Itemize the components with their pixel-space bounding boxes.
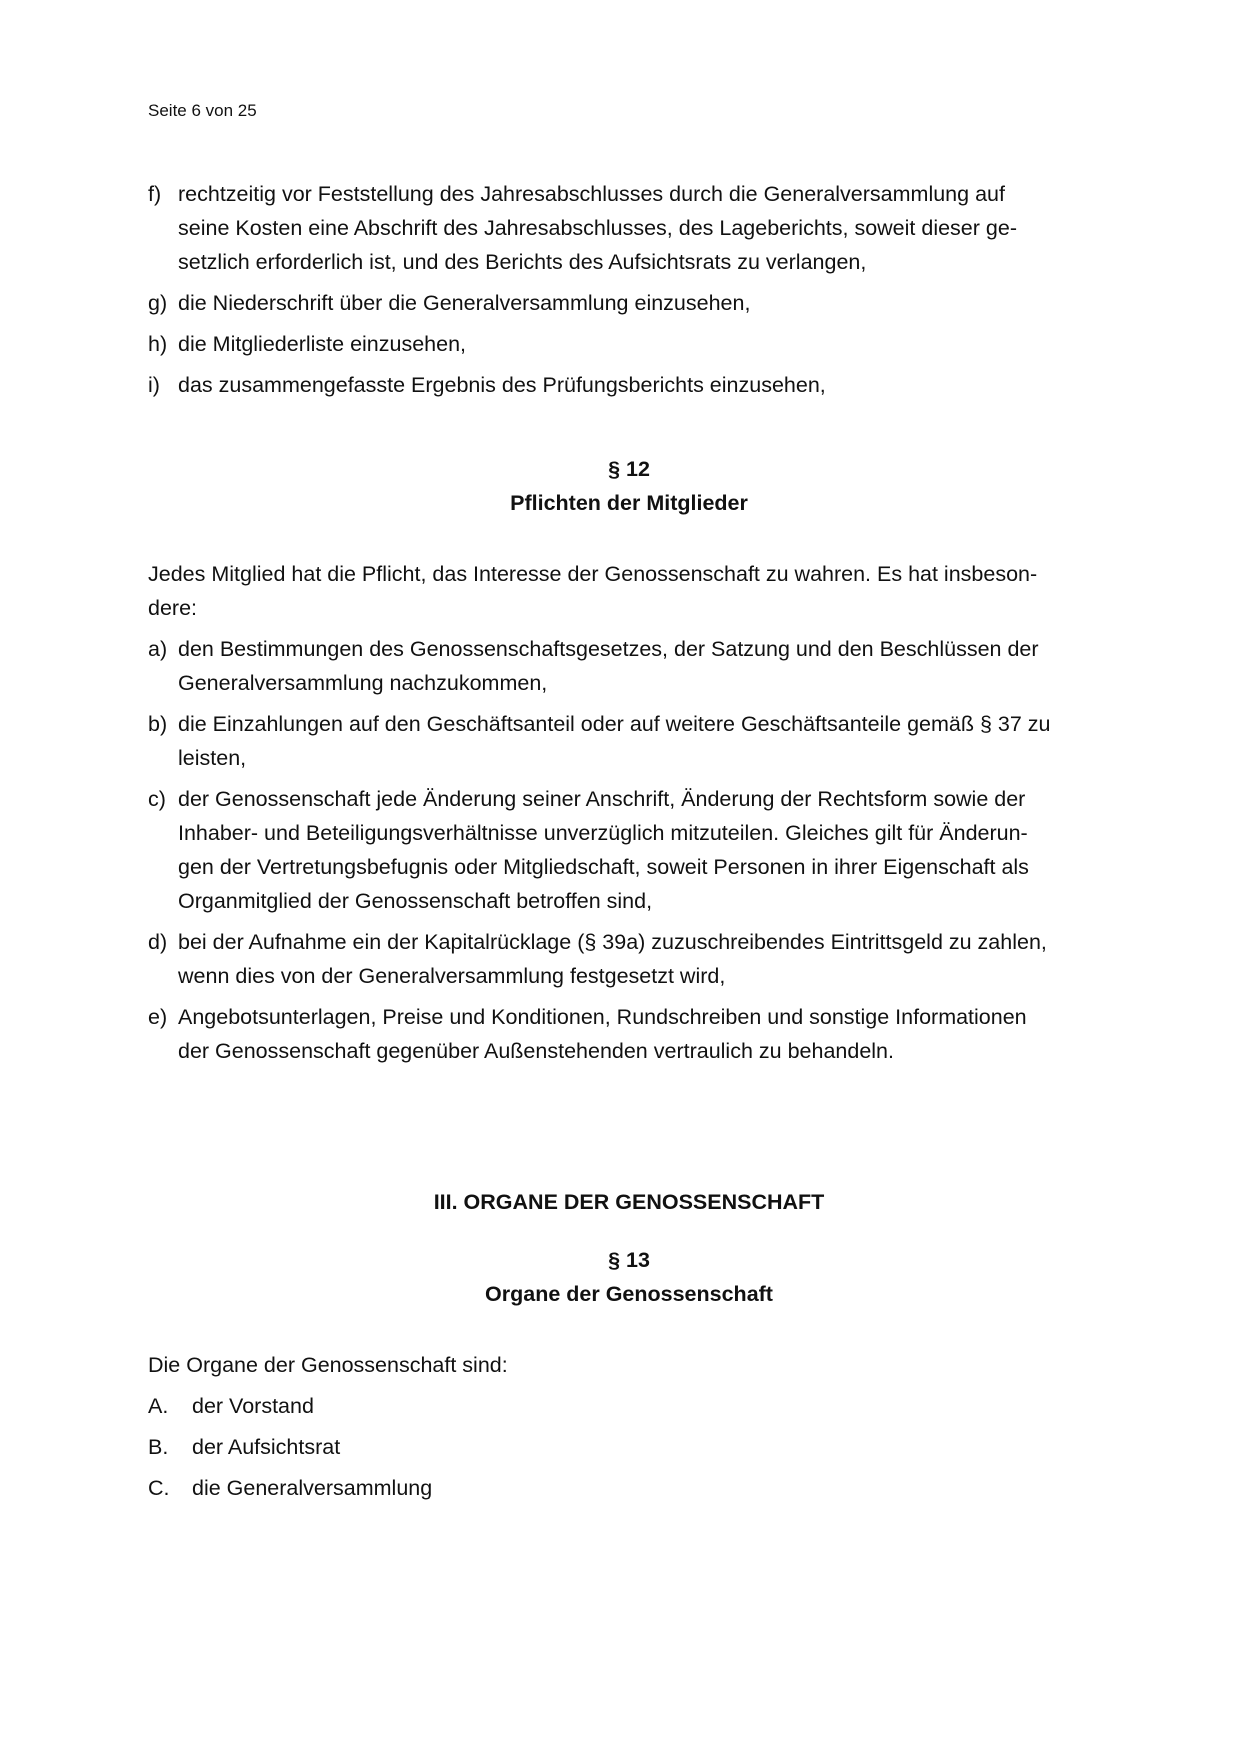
item-label: c) xyxy=(148,787,166,811)
part-3-title: III. ORGANE DER GENOSSENSCHAFT xyxy=(433,1190,825,1214)
item-label: f) xyxy=(148,182,162,206)
item-line: bei der Aufnahme ein der Kapitalrücklage (§ 39a) zuzuschreibendes Eintrittsgeld zu zahlen, xyxy=(178,930,1047,954)
item-line: der Genossenschaft gegenüber Außenstehenden vertraulich zu behandeln. xyxy=(178,1039,894,1063)
section-12-body xyxy=(148,557,1110,1068)
item-label: e) xyxy=(148,1005,168,1029)
list-item-c xyxy=(148,782,1110,918)
list-item-a xyxy=(148,632,1110,700)
item-label: b) xyxy=(148,712,168,736)
list-item-h xyxy=(148,327,1110,361)
item-label: a) xyxy=(148,637,168,661)
item-label: d) xyxy=(148,930,168,954)
item-label: h) xyxy=(148,332,168,356)
item-line: der Genossenschaft jede Änderung seiner Anschrift, Änderung der Rechtsform sowie der xyxy=(178,787,1026,811)
list-item-e xyxy=(148,1000,1110,1068)
item-label: A. xyxy=(148,1394,169,1418)
list-item-g xyxy=(148,286,1110,320)
section-13-intro: Die Organe der Genossenschaft sind: xyxy=(148,1353,508,1377)
section-12-title: Pflichten der Mitglieder xyxy=(510,491,748,515)
list-item-i xyxy=(148,368,1110,402)
item-label: g) xyxy=(148,291,168,315)
item-label: B. xyxy=(148,1435,169,1459)
item-line: Inhaber- und Beteiligungsverhältnisse unverzüglich mitzuteilen. Gleiches gilt für Änderun- xyxy=(178,821,1028,845)
list-item-d xyxy=(148,925,1110,993)
organ-item-a xyxy=(148,1389,1110,1423)
organ-item-b xyxy=(148,1430,1110,1464)
item-line: die Einzahlungen auf den Geschäftsanteil oder auf weitere Geschäftsanteile gemäß § 37 zu xyxy=(178,712,1051,736)
item-text: der Aufsichtsrat xyxy=(192,1435,341,1459)
item-line: leisten, xyxy=(178,746,247,770)
section-12-number: § 12 xyxy=(608,457,650,481)
item-label: i) xyxy=(148,373,160,397)
item-line: setzlich erforderlich ist, und des Berichts des Aufsichtsrats zu verlangen, xyxy=(178,250,867,274)
section-13-number: § 13 xyxy=(608,1248,650,1272)
item-line: die Mitgliederliste einzusehen, xyxy=(178,332,467,356)
item-line: rechtzeitig vor Feststellung des Jahresabschlusses durch die Generalversammlung auf xyxy=(178,182,1005,206)
item-line: Organmitglied der Genossenschaft betroffen sind, xyxy=(178,889,653,913)
item-text: die Generalversammlung xyxy=(192,1476,433,1500)
organ-item-c xyxy=(148,1471,1110,1505)
page-number-header: Seite 6 von 25 xyxy=(148,101,257,120)
list-item-b xyxy=(148,707,1110,775)
item-line: das zusammengefasste Ergebnis des Prüfungsberichts einzusehen, xyxy=(178,373,826,397)
item-line: gen der Vertretungsbefugnis oder Mitgliedschaft, soweit Personen in ihrer Eigenschaft als xyxy=(178,855,1029,879)
section-13-title: Organe der Genossenschaft xyxy=(485,1282,773,1306)
item-text: der Vorstand xyxy=(192,1394,314,1418)
item-line: die Niederschrift über die Generalversammlung einzusehen, xyxy=(178,291,751,315)
item-line: Generalversammlung nachzukommen, xyxy=(178,671,548,695)
item-line: Angebotsunterlagen, Preise und Konditionen, Rundschreiben und sonstige Informationen xyxy=(178,1005,1027,1029)
item-line: den Bestimmungen des Genossenschaftsgesetzes, der Satzung und den Beschlüssen der xyxy=(178,637,1039,661)
intro-line: Jedes Mitglied hat die Pflicht, das Interesse der Genossenschaft zu wahren. Es hat insbeson- xyxy=(148,562,1038,586)
intro-line: dere: xyxy=(148,596,198,620)
list-item-f xyxy=(148,177,1110,279)
item-line: wenn dies von der Generalversammlung festgesetzt wird, xyxy=(178,964,726,988)
section-13-body xyxy=(148,1348,1110,1505)
section-12-intro xyxy=(148,557,1110,625)
item-line: seine Kosten eine Abschrift des Jahresabschlusses, des Lageberichts, soweit dieser ge- xyxy=(178,216,1017,240)
item-label: C. xyxy=(148,1476,170,1500)
section-11-list xyxy=(148,177,1110,402)
